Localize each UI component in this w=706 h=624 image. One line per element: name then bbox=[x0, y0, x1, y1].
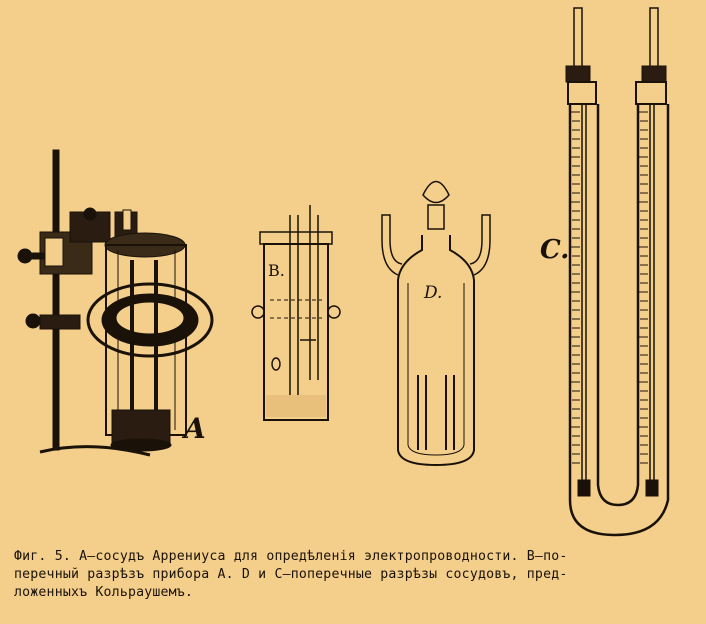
label-c: C. bbox=[540, 235, 570, 265]
apparatus-b bbox=[252, 205, 340, 420]
apparatus-d bbox=[382, 182, 490, 466]
apparatus-c bbox=[566, 8, 668, 535]
caption-line-3: ложенныхъ Кольраушемъ. bbox=[14, 585, 194, 600]
label-b: B. bbox=[268, 261, 285, 280]
apparatus-a bbox=[18, 150, 212, 455]
caption-line-1: Фиг. 5. A—сосудъ Аррениуса для опредѣленія электропроводности. B—по- bbox=[14, 549, 568, 564]
label-a: A bbox=[184, 412, 206, 445]
figure-caption bbox=[14, 548, 694, 602]
label-d: D. bbox=[424, 283, 443, 303]
caption-line-2: перечный разрѣзъ прибора A. D и C—поперечные разрѣзы сосудовъ, пред- bbox=[14, 567, 568, 582]
